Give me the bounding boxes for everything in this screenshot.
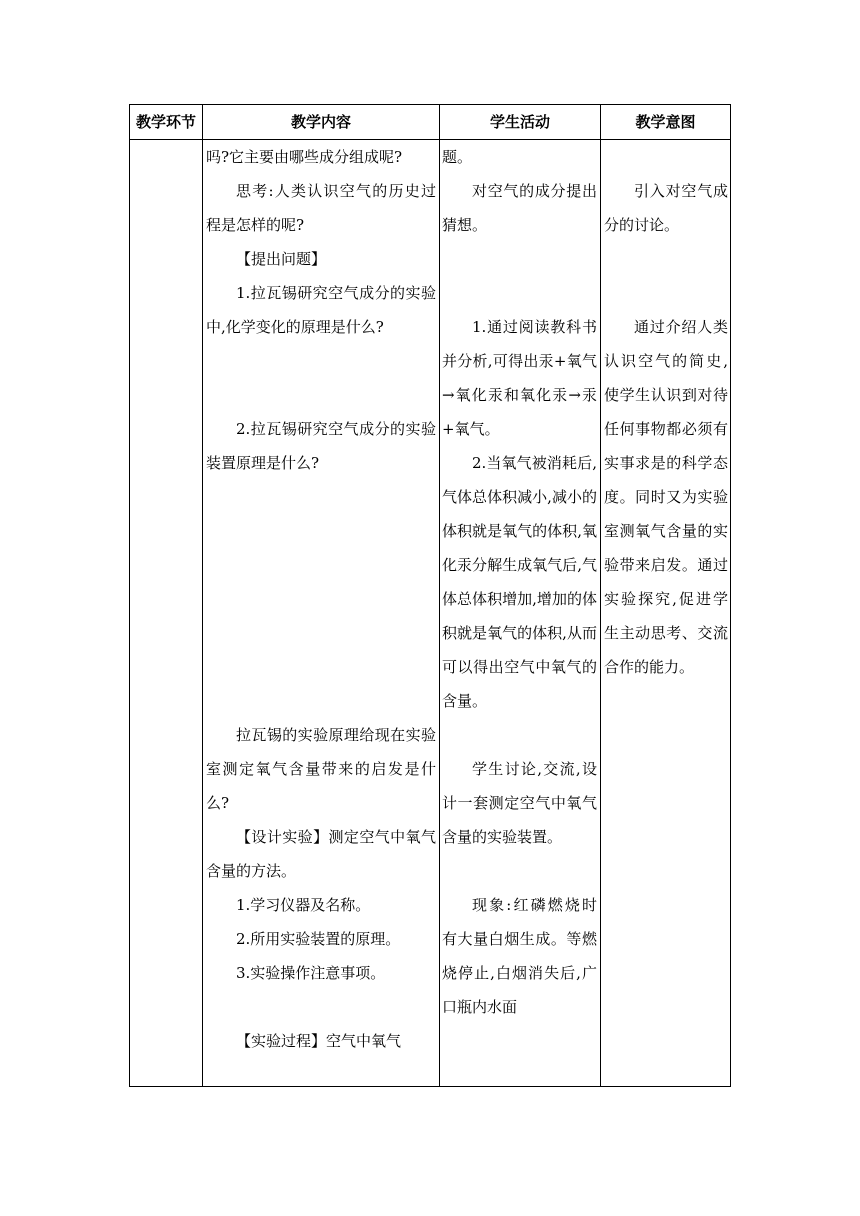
content-text: 【实验过程】空气中氧气 <box>236 1032 402 1050</box>
lesson-plan-table <box>129 104 731 1087</box>
activity-column <box>442 140 597 1024</box>
intent-text: 引入对空气成分的讨论。 <box>604 182 728 234</box>
column-divider <box>439 105 440 1086</box>
content-column <box>206 140 436 1058</box>
content-text: 吗?它主要由哪些成分组成呢? <box>206 148 403 166</box>
intent-column <box>604 140 728 684</box>
content-text: 思考:人类认识空气的历史过程是怎样的呢? <box>206 182 436 234</box>
content-text: 3.实验操作注意事项。 <box>236 964 386 982</box>
content-text: 【设计实验】测定空气中氧气含量的方法。 <box>206 828 436 880</box>
activity-text: 2.当氧气被消耗后,气体总体积减小,减小的体积就是氧气的体积,氧化汞分解生成氧气后,气体总体积增加,增加的体积就是氧气的体积,从而可以得出空气中氧气的含量。 <box>442 454 597 710</box>
activity-text: 题。 <box>442 148 473 166</box>
activity-text: 现象:红磷燃烧时有大量白烟生成。等燃烧停止,白烟消失后,广口瓶内水面 <box>442 896 597 1016</box>
content-text: 1.拉瓦锡研究空气成分的实验中,化学变化的原理是什么? <box>206 284 436 336</box>
column-divider <box>202 105 203 1086</box>
content-text: 2.拉瓦锡研究空气成分的实验装置原理是什么? <box>206 420 436 472</box>
header-activity: 学生活动 <box>489 113 550 131</box>
header-intent: 教学意图 <box>635 113 696 131</box>
content-text: 拉瓦锡的实验原理给现在实验室测定氧气含量带来的启发是什么? <box>206 726 436 812</box>
activity-text: 1.通过阅读教科书并分析,可得出汞+氧气→氧化汞和氧化汞→汞+氧气。 <box>442 318 597 438</box>
content-text: 1.学习仪器及名称。 <box>236 896 371 914</box>
header-content: 教学内容 <box>290 113 351 131</box>
content-text: 2.所用实验装置的原理。 <box>236 930 401 948</box>
activity-text: 学生讨论,交流,设计一套测定空气中氧气含量的实验装置。 <box>442 760 597 846</box>
intent-text: 通过介绍人类认识空气的简史,使学生认识到对待任何事物都必须有实事求是的科学态度。同时又为实验室测氧气含量的实验带来启发。通过实验探究,促进学生主动思考、交流合作的能力。 <box>604 318 728 676</box>
content-text: 【提出问题】 <box>236 250 327 268</box>
activity-text: 对空气的成分提出猜想。 <box>442 182 597 234</box>
header-stage: 教学环节 <box>135 113 196 131</box>
column-divider <box>600 105 601 1086</box>
